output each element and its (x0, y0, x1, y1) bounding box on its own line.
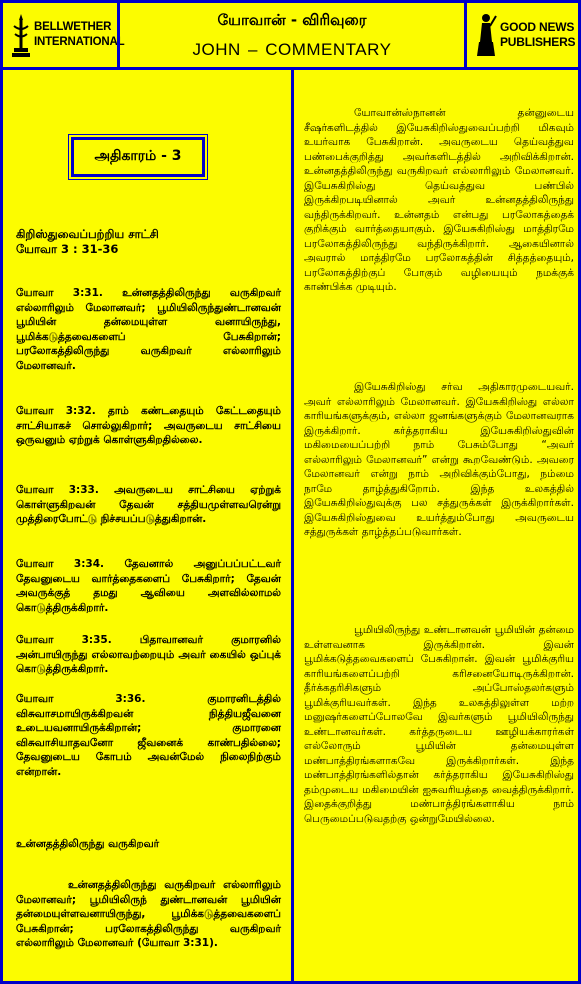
good-news-logo (475, 12, 575, 58)
chapter-box: அதிகாரம் - 3 (71, 137, 205, 177)
verse-3-36: யோவா 3:36. குமாரனிடத்தில் விசுவாசமாயிருக்கிறவன் நித்தியஜீவனை உடையவனாயிருக்கிறான்; குமாரனை விசுவாசியாதவனோ ஜீவனைக் காண்பதில்லை; தேவனுடைய கோபம் அவன்மேல் நிலைநிற்கும் என்றான். (16, 693, 281, 778)
section-heading (16, 227, 281, 257)
verse-3-34: யோவா 3:34. தேவனால் அனுப்பப்பட்டவர் தேவனுடைய வார்த்தைகளைப் பேசுகிறார்; தேவன் அவருக்குத் தமது ஆவியை அளவில்லாமல் கொடுத்திருக்கிறார். (16, 558, 281, 614)
logo-line-1: GOOD NEWS (500, 20, 575, 34)
verse-3-36-block (16, 692, 281, 779)
quote-block (16, 878, 281, 951)
trumpet-figure-icon (475, 12, 497, 58)
verse-3-31-block (16, 286, 281, 373)
verse-3-32: யோவா 3:32. தாம் கண்டதையும் கேட்டதையும் சாட்சியாகச் சொல்லுகிறார்; அவருடைய சாட்சியை ஒருவனும் ஏற்றுக் கொள்ளுகிறதில்லை. (16, 405, 281, 446)
paragraph-3: பூமியிலிருந்து உண்டானவன் பூமியின் தன்மை உள்ளவனாக இருக்கிறான். இவன் பூமிக்கடுத்தவைகளைப் பேசுகிறான். இவன் பூமிக்குரிய காரியங்களைப்பற்றி கரிசனையோடிருக்கிறான். தீர்க்கதரிசிகளும் அப்போஸ்தலர்களும் பூமிக்குரியவர்கள். இந்த உலகத்திலுள்ள மற்ற மனுஷர்களைப்போலவே இவர்களும் பூமியிலிருந்து உண்டானவர்கள். கர்த்தருடைய ஊழியக்காரர்கள் எல்லோரும் பூமியின் தன்மையுள்ள மண்பாத்திரங்களாகவே இருக்கிறார்கள். இந்த மண்பாத்திரங்களில்தான் கர்த்தராகிய இயேசுகிறிஸ்து தம்முடைய மகிமையின் ஐசுவரியத்தை வைத்திருக்கிறார். இதைக்குறித்து மண்பாத்திரங்களாகிய நாம் பெருமைப்படுவதற்கு ஒன்றுமேயில்லை. (304, 624, 574, 825)
paragraph-1: யோவான்ஸ்நானன் தன்னுடைய சீஷர்களிடத்தில் இயேசுகிறிஸ்துவைப்பற்றி மிகவும் உயர்வாக பேசுகிறான். அவருடைய தெய்வத்துவ பண்பைக்குறித்து அவர்களிடத்தில் அறிவிக்கிறான். உன்னதத்திலிருந்து வருகிறவர் எல்லாரிலும் மேலானவர். இயேசுகிறிஸ்து தெய்வத்துவ பண்பில் இருக்கிறபடியினால் அவர் உன்னதத்திலிருந்து வந்திருக்கிறவர். உன்னதம் என்பது பரலோகத்தைக் குறிக்கும் வார்த்தையாகும். இயேசுகிறிஸ்து மாத்திரமே பரலோகத்திலிருந்து வந்திருக்கிறார். ஆகையினால் அவரால் மாத்திரமே பரலோகத்தின் சித்தத்தையும், பரலோகத்திற்குப் போகும் வழியையும் நமக்குக் காண்பிக்க முடியும். (304, 107, 574, 293)
section-title: கிறிஸ்துவைப்பற்றிய சாட்சி (16, 227, 159, 241)
lamp-stand-icon (11, 12, 31, 58)
verse-3-33-block (16, 483, 281, 527)
verse-3-31: யோவா 3:31. உன்னதத்திலிருந்து வருகிறவர் எல்லாரிலும் மேலானவர்; பூமியிலிருந்துண்டானவன் பூமியின் தன்மையுள்ள வனாயிருந்து, பூமிக்கடுத்தவைகளைப் பேசுகிறான்; பரலோகத்திலிருந்து வருகிறவர் எல்லாரிலும் மேலானவர். (16, 287, 281, 372)
logo-line-2: INTERNATIONAL (34, 36, 125, 48)
left-column (0, 67, 294, 984)
header-left-panel (0, 0, 125, 70)
paragraph-3-block (304, 623, 574, 826)
logo-line-1: BELLWETHER (34, 21, 112, 33)
sub-heading-block (16, 837, 281, 852)
verse-3-33: யோவா 3:33. அவருடைய சாட்சியை ஏற்றுக் கொள்ளுகிறவன் தேவன் சத்தியமுள்ளவரென்று முத்திரைபோட்டு நிச்சயப்படுத்துகிறான். (16, 484, 281, 525)
title-english: JOHN – COMMENTARY (192, 40, 392, 59)
quote-text: உன்னதத்திலிருந்து வருகிறவர் எல்லாரிலும் மேலானவர்; பூமியிலிருந் துண்டானவன் பூமியின் தன்மையுள்ளவனாயிருந்து, பூமிக்கடுத்தவைகளைப் பேசுகிறான்; பரலோகத்திலிருந்து வருகிறவர் எல்லாரிலும் மேலானவர் (யோவா 3:31). (16, 879, 281, 949)
header-title-panel (117, 0, 467, 70)
section-reference: யோவா 3 : 31-36 (16, 242, 119, 256)
verse-3-34-block (16, 557, 281, 615)
paragraph-1-block (304, 106, 574, 295)
verse-3-35-block (16, 633, 281, 677)
paragraph-2-block (304, 380, 574, 540)
right-column (291, 67, 581, 984)
header-right-panel (464, 0, 581, 70)
title-tamil: யோவான் - விரிவுரை (217, 11, 367, 29)
verse-3-32-block (16, 404, 281, 448)
sub-heading: உன்னதத்திலிருந்து வருகிறவர் (16, 838, 160, 850)
paragraph-2: இயேசுகிறிஸ்து சர்வ அதிகாரமுடையவர். அவர் எல்லாரிலும் மேலானவர். இயேசுகிறிஸ்து எல்லா காரியங்களுக்கும், எல்லா ஜனங்களுக்கும் மேலானவராக இருக்கிறார். கர்த்தராகிய இயேசுகிறிஸ்துவின் மகிமையைப்பற்றி நாம் பேசும்போது “அவர் எல்லாரிலும் மேலானவர்” என்று கூறவேண்டும். அவரை மேலானவர் என்று நாம் அறிவிக்கும்போது, நம்மை நாமே தாழ்த்துகிறோம். இந்த உலகத்தில் இயேசுகிறிஸ்துவுக்கு பல சத்துருக்கள் இருக்கிறார்கள். இயேசுகிறிஸ்துவை உயர்த்தும்போது அவருடைய சத்துருக்கள் தாழ்த்தப்படுவார்கள். (304, 381, 574, 538)
verse-3-35: யோவா 3:35. பிதாவானவர் குமாரனில் அன்பாயிருந்து எல்லாவற்றையும் அவர் கையில் ஒப்புக் கொடுத்திருக்கிறார். (16, 634, 281, 675)
bellwether-logo (11, 12, 124, 58)
logo-line-2: PUBLISHERS (500, 35, 576, 49)
